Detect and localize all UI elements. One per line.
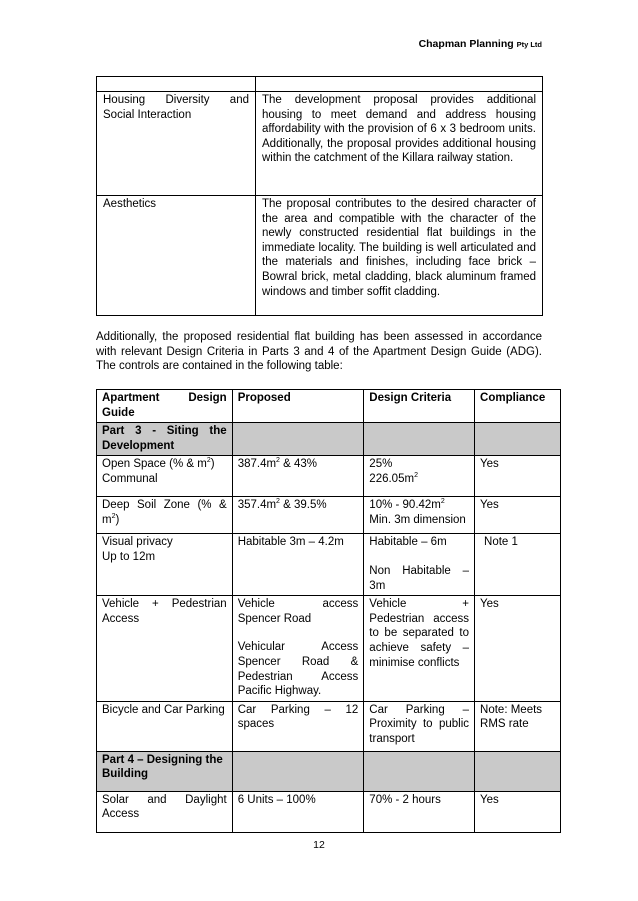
company-suffix: Pty Ltd [516,40,542,49]
column-header: Compliance [475,390,561,423]
table-cell: Yes [475,791,561,832]
table-cell: Note: Meets RMS rate [475,701,561,751]
table-cell: Vehicle access Spencer Road Vehicular Access Spencer Road & Pedestrian Access Pacific Highway. [232,596,364,702]
table-cell: Vehicle + Pedestrian Access [97,596,233,702]
company-name: Chapman Planning [418,38,514,50]
table-row [97,701,561,751]
table-cell: Vehicle + Pedestrian access to be separated to achieve safety – minimise conflicts [364,596,475,702]
table-row [97,456,561,497]
table-row [97,77,543,92]
table-cell: Visual privacy Up to 12m [97,534,233,596]
table-cell: 25% $226.05m^2$ [364,456,475,497]
table-cell: Yes [475,596,561,702]
table-cell: $387.4m^2$ & 43% [232,456,364,497]
adg-compliance-table [96,389,561,833]
section-title: Part 4 – Designing the Building [97,751,233,791]
table-cell: 6 Units – 100% [232,791,364,832]
table-cell-label: Housing Diversity and Social Interaction [97,92,256,196]
column-header: Apartment Design Guide [97,390,233,423]
table-row [97,497,561,534]
table-cell: Bicycle and Car Parking [97,701,233,751]
table-cell: $10\% - 90.42m^2$ Min. 3m dimension [364,497,475,534]
section-row [97,423,561,456]
table-row [97,596,561,702]
table-cell: Yes [475,497,561,534]
table-cell: Deep Soil Zone (% & $m^2$) [97,497,233,534]
assessment-table [96,76,543,316]
table-cell: Car Parking – Proximity to public transport [364,701,475,751]
table-cell: Yes [475,456,561,497]
column-header: Proposed [232,390,364,423]
table-cell-text: The proposal contributes to the desired character of the area and compatible with the character of the newly constructed residential flat buildings in the immediate locality. The building is well articulated and the materials and finishes, including face brick – Bowral brick, metal cladding, black aluminum framed windows and timber soffit cladding. [256,196,543,316]
table-cell: Habitable 3m – 4.2m [232,534,364,596]
table-cell: Open Space (% & $m^2$) Communal [97,456,233,497]
table-row [97,791,561,832]
page-number: 12 [313,839,325,851]
table-cell: $357.4m^2$ & 39.5% [232,497,364,534]
table-cell: Solar and Daylight Access [97,791,233,832]
table-cell: 70% - 2 hours [364,791,475,832]
table-row [97,534,561,596]
section-title: Part 3 - Siting the Development [97,423,233,456]
section-row [97,751,561,791]
table-cell-text: The development proposal provides additional housing to meet demand and address housing affordability with the provision of 6 x 3 bedroom units. Additionally, the proposal provides additional housing within the catchment of the Killara railway station. [256,92,543,196]
table-row [97,196,543,316]
table-cell-label: Aesthetics [97,196,256,316]
table-cell [97,77,256,92]
table-cell: Note 1 [475,534,561,596]
page-header [419,38,542,50]
table-cell: Habitable – 6m Non Habitable – 3m [364,534,475,596]
table-row [97,92,543,196]
table-header-row [97,390,561,423]
column-header: Design Criteria [364,390,475,423]
table-cell: Car Parking – 12 spaces [232,701,364,751]
intro-paragraph: Additionally, the proposed residential flat building has been assessed in accordance with relevant Design Criteria in Parts 3 and 4 of the Apartment Design Guide (ADG). The controls are contained in the following table: [96,331,542,373]
table-cell [256,77,543,92]
